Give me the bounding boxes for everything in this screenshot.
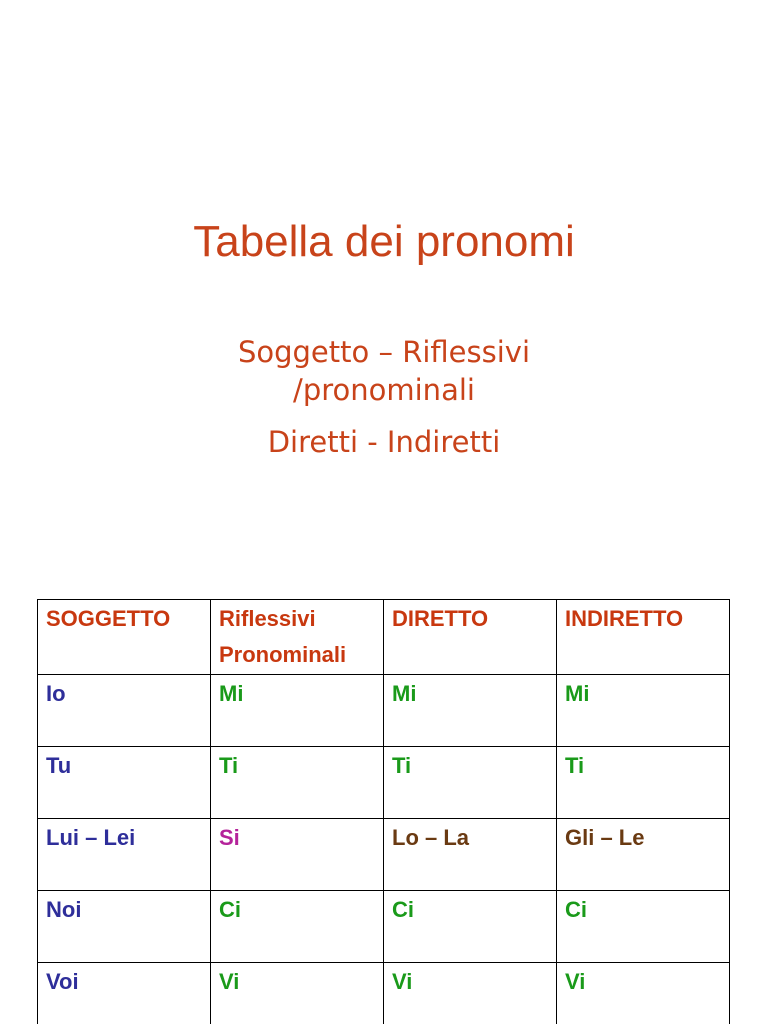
cell-diretto: Mi	[384, 675, 557, 747]
table-header-row	[38, 600, 730, 675]
cell-soggetto: Voi	[38, 963, 211, 1024]
cell-diretto: Ti	[384, 747, 557, 819]
table-row	[38, 819, 730, 891]
table-row	[38, 963, 730, 1024]
header-label: DIRETTO	[392, 606, 489, 631]
cell-soggetto: Io	[38, 675, 211, 747]
header-label: INDIRETTO	[565, 606, 684, 631]
cell-riflessivo: Ti	[211, 747, 384, 819]
cell-indiretto: Vi	[557, 963, 730, 1024]
cell-indiretto: Gli – Le	[557, 819, 730, 891]
subtitle-line-1: Soggetto – Riflessivi	[237, 335, 531, 369]
slide-subtitle	[0, 333, 768, 409]
header-diretto	[384, 600, 557, 675]
cell-diretto: Lo – La	[384, 819, 557, 891]
cell-soggetto: Tu	[38, 747, 211, 819]
pronoun-table	[37, 599, 730, 1024]
slide-title: Tabella dei pronomi	[193, 217, 575, 266]
cell-indiretto: Ti	[557, 747, 730, 819]
cell-riflessivo: Vi	[211, 963, 384, 1024]
cell-soggetto: Noi	[38, 891, 211, 963]
header-soggetto	[38, 600, 211, 675]
cell-riflessivo: Si	[211, 819, 384, 891]
cell-soggetto: Lui – Lei	[38, 819, 211, 891]
header-label-line2: Pronominali	[219, 642, 347, 667]
cell-riflessivo: Ci	[211, 891, 384, 963]
header-riflessivi	[211, 600, 384, 675]
table-row	[38, 891, 730, 963]
header-indiretto	[557, 600, 730, 675]
cell-indiretto: Mi	[557, 675, 730, 747]
cell-diretto: Ci	[384, 891, 557, 963]
header-label: Riflessivi	[219, 606, 316, 631]
subtitle-line-3: Diretti - Indiretti	[267, 425, 501, 459]
cell-indiretto: Ci	[557, 891, 730, 963]
table-row	[38, 675, 730, 747]
subtitle-line-2: /pronominali	[293, 373, 475, 407]
table-row	[38, 747, 730, 819]
cell-riflessivo: Mi	[211, 675, 384, 747]
cell-diretto: Vi	[384, 963, 557, 1024]
header-label: SOGGETTO	[46, 606, 171, 631]
